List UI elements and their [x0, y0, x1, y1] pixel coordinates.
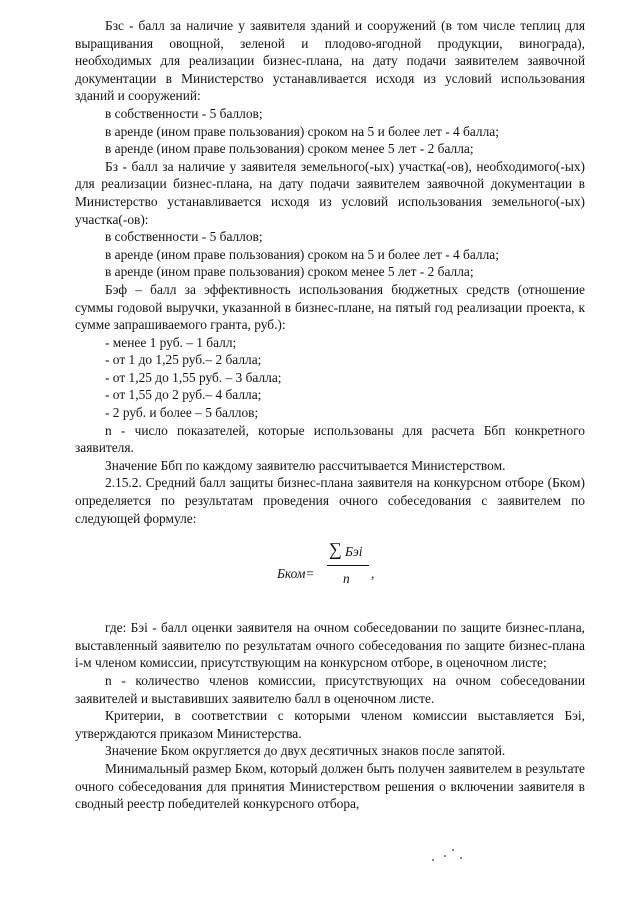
list-item: в собственности - 5 баллов; — [105, 229, 263, 245]
list-item: в собственности - 5 баллов; — [105, 105, 263, 121]
paragraph: n - количество членов комиссии, присутствующих на очном собеседовании заявителей и выставивших заявителю балл в оценочном листе. — [75, 673, 585, 706]
list-item: - менее 1 руб. – 1 балл; — [105, 334, 237, 350]
list-item: в аренде (ином праве пользования) сроком на 5 и более лет - 4 балла; — [105, 246, 499, 262]
document-page — [75, 17, 585, 813]
paragraph: где: Бэi - балл оценки заявителя на очном собеседовании по защите бизнес-плана, выставленный заявителю по результатам очного собеседования по защите бизнес-плана i-м членом комиссии, присутствующим на конкурсном отборе, в оценочном листе; — [75, 620, 585, 671]
formula-denominator: n — [343, 571, 350, 587]
fraction-bar — [327, 565, 369, 566]
paragraph: Бэф – балл за эффективность использования бюджетных средств (отношение суммы годовой выручки, указанной в бизнес-плане, на пятый год реализации проекта, к сумме запрашиваемого гранта, руб.): — [75, 281, 585, 333]
formula-block — [75, 537, 585, 611]
sigma-symbol: ∑ — [329, 539, 342, 560]
formula-trailing-comma: , — [371, 566, 375, 582]
list-item: - от 1,55 до 2 руб.– 4 балла; — [105, 387, 262, 403]
text-block-after-formula — [75, 619, 585, 813]
paragraph: Значение Бком округляется до двух десятичных знаков после запятой. — [105, 743, 506, 759]
paragraph: Бз - балл за наличие у заявителя земельного(-ых) участка(-ов), необходимого(-ых) для реализации бизнес-плана, на дату подачи заявителем заявочной документации в Министерство устанавливается исходя из условий использования земельного(-ых) участка(-ов): — [75, 158, 585, 227]
list-item: в аренде (ином праве пользования) сроком менее 5 лет - 2 балла; — [105, 264, 474, 280]
scan-artifact — [430, 845, 470, 865]
paragraph: Значение Ббп по каждому заявителю рассчитывается Министерством. — [105, 457, 506, 473]
paragraph: n - число показателей, которые использованы для расчета Ббп конкретного заявителя. — [75, 422, 585, 456]
list-item: - от 1 до 1,25 руб.– 2 балла; — [105, 352, 262, 368]
text-block-before-formula — [75, 17, 585, 527]
paragraph: 2.15.2. Средний балл защиты бизнес-плана заявителя на конкурсном отборе (Бком) определяется по результатам проведения очного собеседования с заявителем по следующей формуле: — [75, 475, 585, 526]
paragraph: Минимальный размер Бком, который должен быть получен заявителем в результате очного собеседования для принятия Министерством решения о включении заявителя в сводный реестр победителей конкурсного отбора, — [75, 760, 585, 812]
formula-numerator: Бэi — [345, 544, 363, 560]
list-item: в аренде (ином праве пользования) сроком на 5 и более лет - 4 балла; — [105, 123, 499, 139]
list-item: в аренде (ином праве пользования) сроком менее 5 лет - 2 балла; — [105, 141, 474, 157]
paragraph: Критерии, в соответствии с которыми членом комиссии выставляется Бэi, утверждаются приказом Министерства. — [75, 708, 585, 741]
list-item: - 2 руб. и более – 5 баллов; — [105, 405, 259, 421]
formula-lhs: Бком= — [277, 566, 315, 582]
paragraph: Бзс - балл за наличие у заявителя зданий и сооружений (в том числе теплиц для выращивания овощной, зеленой и плодово-ягодной продукции, винограда), необходимых для реализации бизнес-плана, на дату подачи заявителем заявочной документации в Министерство устанавливается исходя из условий использования зданий и сооружений: — [75, 18, 585, 104]
list-item: - от 1,25 до 1,55 руб. – 3 балла; — [105, 369, 282, 385]
